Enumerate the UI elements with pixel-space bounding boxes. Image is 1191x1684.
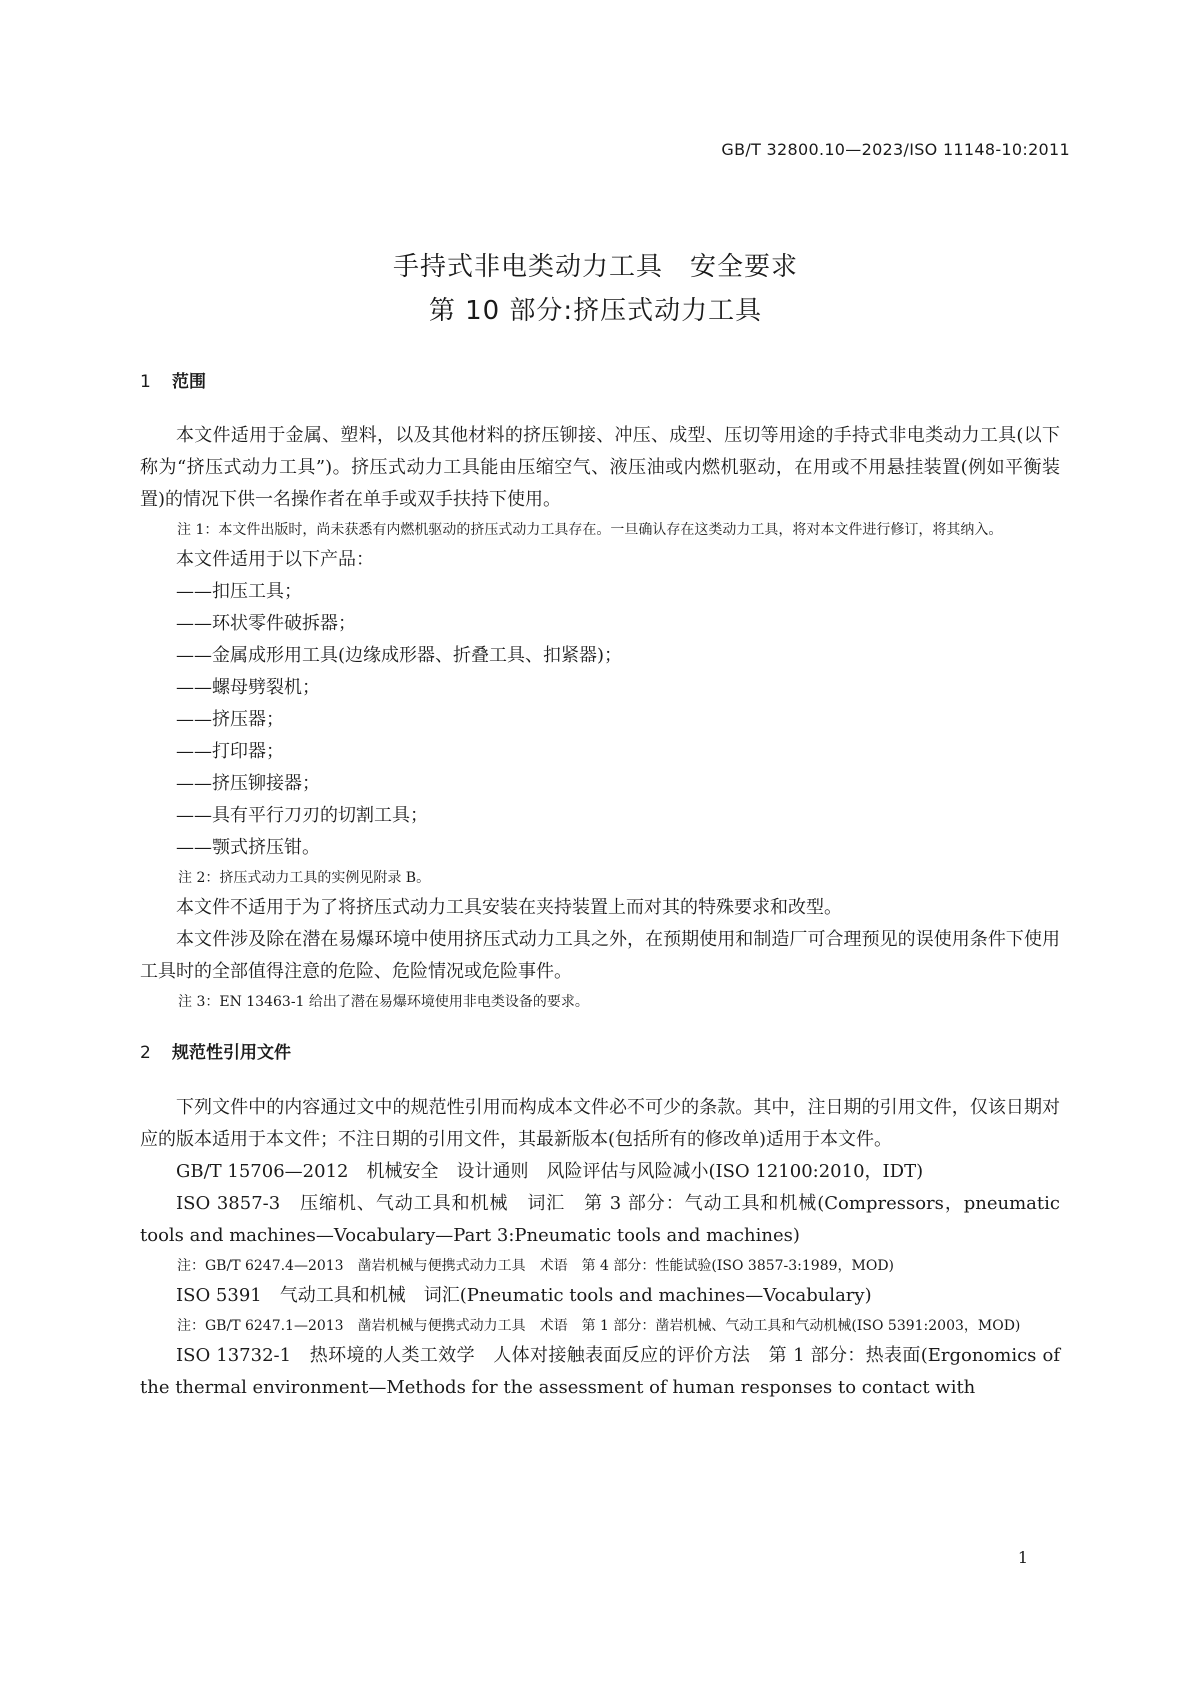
list-item: ——螺母劈裂机；	[176, 677, 320, 698]
reference-item: ISO 5391 气动工具和机械 词汇(Pneumatic tools and machines—Vocabulary)	[176, 1285, 872, 1306]
references-intro: 下列文件中的内容通过文中的规范性引用而构成本文件必不可少的条款。其中，注日期的引用文件，仅该日期对应的版本适用于本文件；不注日期的引用文件，其最新版本(包括所有的修改单)适用于本文件。	[140, 1097, 1060, 1150]
reference-item: ISO 13732-1 热环境的人类工效学 人体对接触表面反应的评价方法 第 1 部分：热表面(Ergonomics of the thermal environment—Methods for the assessment of human responses to contact with	[140, 1345, 1060, 1398]
section-2-body	[140, 1092, 1060, 1404]
section-number: 1	[140, 372, 151, 392]
section-title: 范围	[172, 372, 206, 392]
section-1-body	[140, 420, 1060, 1016]
list-item: ——环状零件破拆器；	[176, 613, 356, 634]
reference-note: 注：GB/T 6247.4—2013 凿岩机械与便携式动力工具 术语 第 4 部分：性能试验(ISO 3857-3:1989，MOD)	[177, 1258, 895, 1274]
document-title-line1: 手持式非电类动力工具 安全要求	[392, 252, 798, 282]
section-1-heading	[140, 367, 206, 392]
scope-paragraph-2: 本文件适用于以下产品：	[176, 549, 374, 570]
scope-paragraph-1: 本文件适用于金属、塑料，以及其他材料的挤压铆接、冲压、成型、压切等用途的手持式非电类动力工具(以下称为“挤压式动力工具”)。挤压式动力工具能由压缩空气、液压油或内燃机驱动，在用或不用悬挂装置(例如平衡装置)的情况下供一名操作者在单手或双手扶持下使用。	[140, 425, 1060, 510]
section-2-heading	[140, 1038, 291, 1063]
document-title-line2: 第 10 部分:挤压式动力工具	[428, 296, 763, 326]
standard-code-header: GB/T 32800.10—2023/ISO 11148-10:2011	[721, 140, 1070, 159]
list-item: ——扣压工具；	[176, 581, 302, 602]
list-item: ——具有平行刀刃的切割工具；	[176, 805, 428, 826]
reference-item: ISO 3857-3 压缩机、气动工具和机械 词汇 第 3 部分：气动工具和机械(Compressors，pneumatic tools and machines—Vocabulary—Part 3:Pneumatic tools and machines)	[140, 1193, 1060, 1246]
list-item: ——金属成形用工具(边缘成形器、折叠工具、扣紧器)；	[176, 645, 623, 666]
reference-note: 注：GB/T 6247.1—2013 凿岩机械与便携式动力工具 术语 第 1 部分：凿岩机械、气动工具和气动机械(ISO 5391:2003，MOD)	[177, 1318, 1021, 1334]
section-title: 规范性引用文件	[172, 1043, 291, 1063]
list-item: ——挤压铆接器；	[176, 773, 320, 794]
scope-paragraph-4: 本文件涉及除在潜在易爆环境中使用挤压式动力工具之外，在预期使用和制造厂可合理预见的误使用条件下使用工具时的全部值得注意的危险、危险情况或危险事件。	[140, 929, 1060, 982]
note-2: 注 2：挤压式动力工具的实例见附录 B。	[178, 870, 431, 886]
list-item: ——打印器；	[176, 741, 284, 762]
note-3: 注 3：EN 13463-1 给出了潜在易爆环境使用非电类设备的要求。	[178, 994, 589, 1010]
list-item: ——颚式挤压钳。	[176, 837, 320, 858]
section-number: 2	[140, 1043, 151, 1063]
list-item: ——挤压器；	[176, 709, 284, 730]
reference-item: GB/T 15706—2012 机械安全 设计通则 风险评估与风险减小(ISO 12100:2010，IDT)	[176, 1161, 924, 1182]
scope-paragraph-3: 本文件不适用于为了将挤压式动力工具安装在夹持装置上而对其的特殊要求和改型。	[176, 897, 842, 918]
note-1: 注 1：本文件出版时，尚未获悉有内燃机驱动的挤压式动力工具存在。一旦确认存在这类动力工具，将对本文件进行修订，将其纳入。	[177, 522, 1003, 538]
page-number: 1	[1017, 1548, 1028, 1567]
